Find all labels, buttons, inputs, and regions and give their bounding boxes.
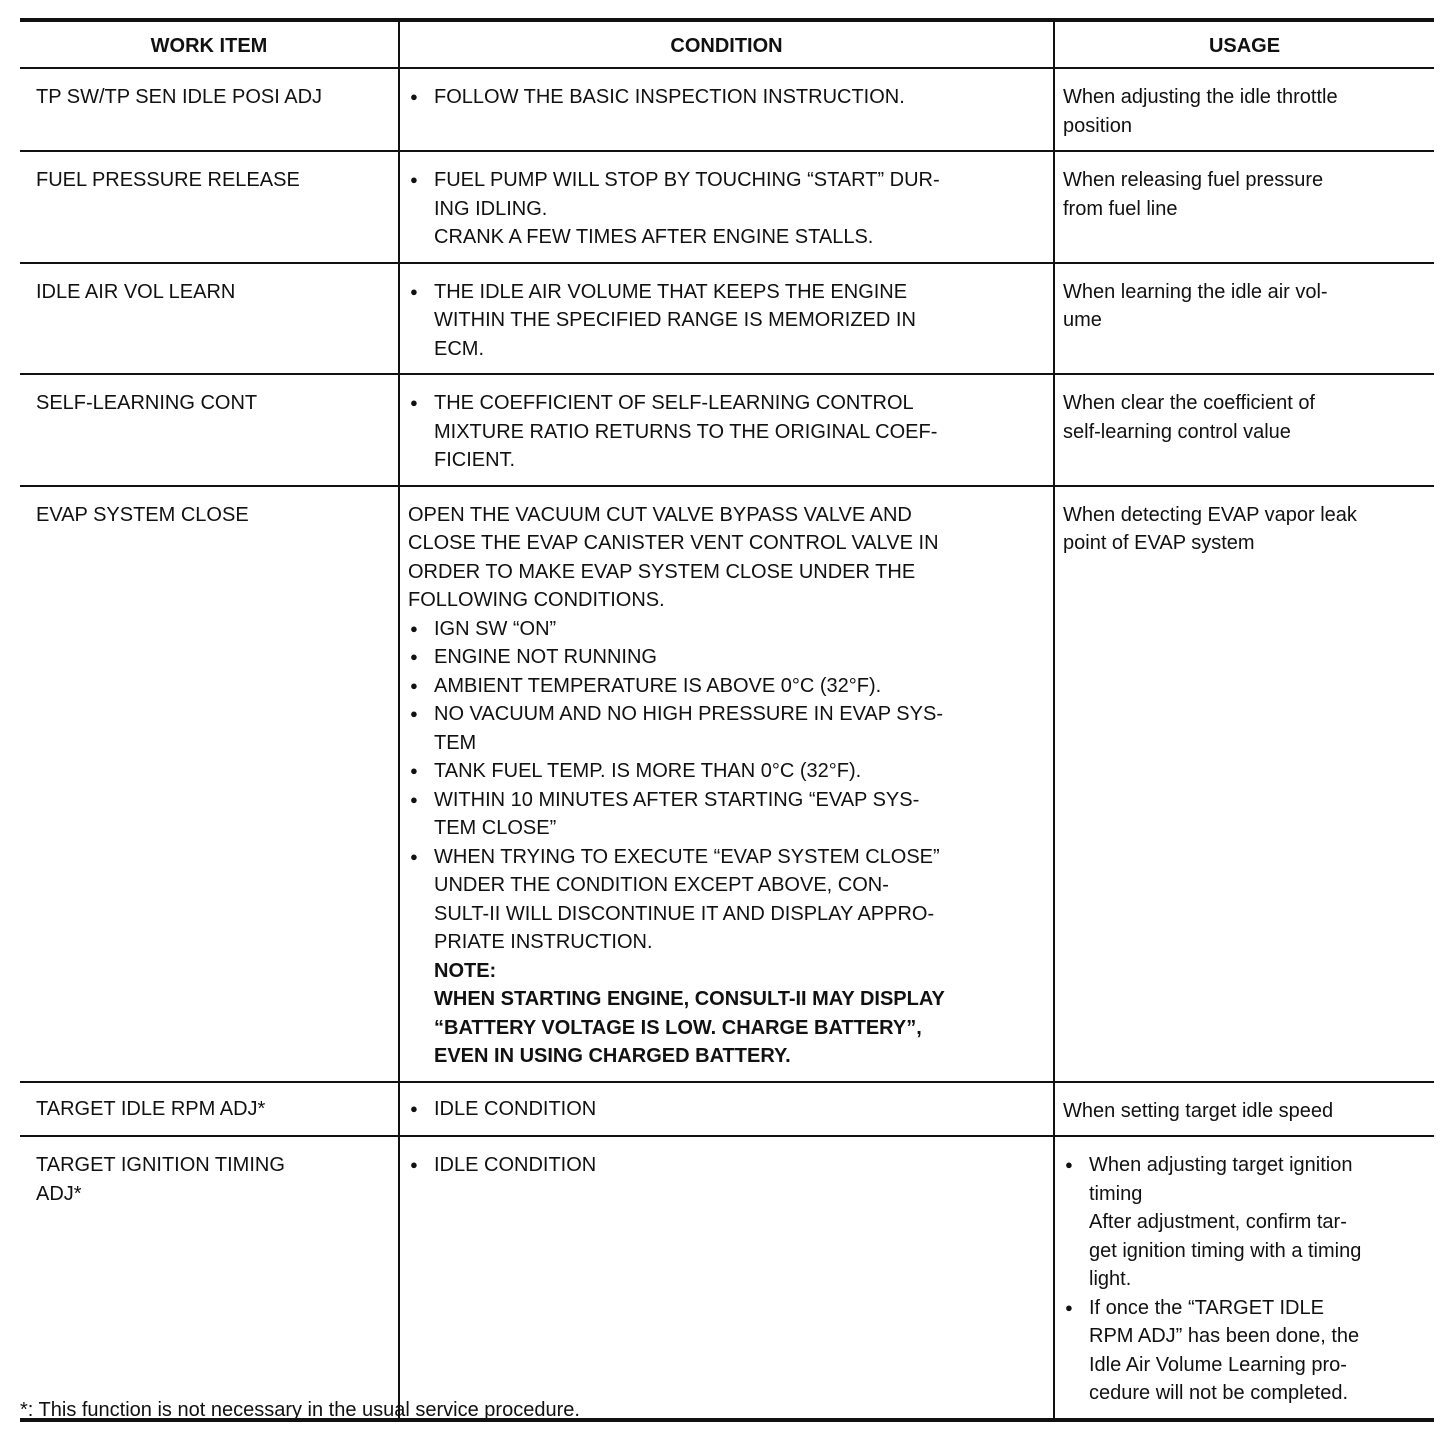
condition-cell bbox=[399, 1082, 1054, 1137]
condition-bullet bbox=[408, 757, 1045, 786]
condition-line: ● ENGINE NOT RUNNING bbox=[434, 646, 657, 668]
condition-line: ● TANK FUEL TEMP. IS MORE THAN 0°C (32°F). bbox=[434, 760, 862, 782]
table-row bbox=[20, 374, 1434, 486]
condition-cell bbox=[399, 151, 1054, 263]
usage-cell bbox=[1054, 374, 1434, 486]
work-item-cell: SELF-LEARNING CONT bbox=[20, 374, 399, 486]
table-row bbox=[20, 263, 1434, 375]
note-label: NOTE: bbox=[434, 959, 497, 982]
usage-line: RPM ADJ” has been done, the bbox=[1089, 1325, 1360, 1347]
work-item-cell bbox=[20, 1136, 399, 1420]
header-usage: USAGE bbox=[1054, 20, 1434, 68]
work-item-cell: IDLE AIR VOL LEARN bbox=[20, 263, 399, 375]
work-item-cell: TP SW/TP SEN IDLE POSI ADJ bbox=[20, 68, 399, 151]
note-line: “BATTERY VOLTAGE IS LOW. CHARGE BATTERY”, bbox=[434, 1016, 922, 1039]
condition-intro-line: ORDER TO MAKE EVAP SYSTEM CLOSE UNDER THE bbox=[408, 560, 916, 583]
condition-line: UNDER THE CONDITION EXCEPT ABOVE, CON- bbox=[434, 874, 889, 896]
usage-line: timing bbox=[1089, 1182, 1143, 1205]
condition-line: MIXTURE RATIO RETURNS TO THE ORIGINAL COEF- bbox=[434, 420, 938, 443]
usage-bullet bbox=[1063, 1294, 1426, 1408]
usage-line: ● If once the “TARGET IDLE bbox=[1089, 1296, 1324, 1319]
condition-bullet bbox=[408, 615, 1045, 644]
condition-line: ● THE IDLE AIR VOLUME THAT KEEPS THE ENGINE bbox=[434, 280, 908, 303]
usage-line: cedure will not be completed. bbox=[1089, 1382, 1349, 1404]
usage-line: self-learning control value bbox=[1063, 420, 1291, 443]
usage-cell bbox=[1054, 151, 1434, 263]
condition-intro-line: CLOSE THE EVAP CANISTER VENT CONTROL VALVE IN bbox=[408, 532, 939, 554]
condition-bullet bbox=[408, 166, 1045, 252]
condition-line: FICIENT. bbox=[434, 449, 516, 471]
condition-list bbox=[408, 389, 1045, 475]
table-row bbox=[20, 1082, 1434, 1137]
usage-cell bbox=[1054, 486, 1434, 1082]
usage-line: When learning the idle air vol- bbox=[1063, 280, 1328, 303]
usage-line: When adjusting the idle throttle bbox=[1063, 86, 1338, 108]
usage-line: After adjustment, confirm tar- bbox=[1089, 1211, 1347, 1233]
work-item-cell: FUEL PRESSURE RELEASE bbox=[20, 151, 399, 263]
condition-line: SULT-II WILL DISCONTINUE IT AND DISPLAY APPRO- bbox=[434, 902, 935, 925]
condition-intro-line: FOLLOWING CONDITIONS. bbox=[408, 589, 665, 611]
condition-bullet bbox=[408, 389, 1045, 475]
usage-line: get ignition timing with a timing bbox=[1089, 1239, 1362, 1262]
usage-cell bbox=[1054, 1136, 1434, 1420]
work-item-table bbox=[20, 18, 1434, 1422]
condition-bullet bbox=[408, 83, 1045, 112]
condition-cell bbox=[399, 68, 1054, 151]
condition-bullet bbox=[408, 786, 1045, 843]
condition-line: TEM CLOSE” bbox=[434, 817, 557, 839]
condition-cell bbox=[399, 374, 1054, 486]
condition-line: ● FOLLOW THE BASIC INSPECTION INSTRUCTION. bbox=[434, 86, 905, 108]
condition-bullet bbox=[408, 700, 1045, 757]
work-item-cell: EVAP SYSTEM CLOSE bbox=[20, 486, 399, 1082]
condition-list bbox=[408, 1151, 1045, 1180]
work-support-document bbox=[20, 18, 1434, 1422]
usage-bullet bbox=[1063, 1151, 1426, 1294]
condition-line: WITHIN THE SPECIFIED RANGE IS MEMORIZED IN bbox=[434, 309, 916, 331]
usage-line: When detecting EVAP vapor leak bbox=[1063, 503, 1357, 526]
condition-bullet bbox=[408, 278, 1045, 364]
usage-cell bbox=[1054, 68, 1434, 151]
note-line: EVEN IN USING CHARGED BATTERY. bbox=[434, 1045, 791, 1067]
condition-line: ● WHEN TRYING TO EXECUTE “EVAP SYSTEM CLOSE” bbox=[434, 845, 940, 868]
work-item-line: ADJ* bbox=[36, 1182, 82, 1205]
table-row bbox=[20, 486, 1434, 1082]
table-row bbox=[20, 151, 1434, 263]
condition-list bbox=[408, 278, 1045, 364]
condition-line: ● IDLE CONDITION bbox=[434, 1154, 597, 1176]
usage-cell bbox=[1054, 1082, 1434, 1137]
header-work-item: WORK ITEM bbox=[20, 20, 399, 68]
header-condition: CONDITION bbox=[399, 20, 1054, 68]
condition-line: ING IDLING. bbox=[434, 197, 548, 220]
footnote: *: This function is not necessary in the usual service procedure. bbox=[20, 1399, 580, 1421]
usage-list bbox=[1063, 1151, 1426, 1408]
condition-bullet bbox=[408, 672, 1045, 701]
usage-line: When releasing fuel pressure bbox=[1063, 169, 1324, 191]
condition-line: ● AMBIENT TEMPERATURE IS ABOVE 0°C (32°F). bbox=[434, 674, 882, 697]
condition-line: ● THE COEFFICIENT OF SELF-LEARNING CONTROL bbox=[434, 392, 914, 414]
work-item-cell: TARGET IDLE RPM ADJ* bbox=[20, 1082, 399, 1137]
table-row bbox=[20, 68, 1434, 151]
usage-line: When clear the coefficient of bbox=[1063, 392, 1315, 414]
condition-cell bbox=[399, 263, 1054, 375]
condition-line: PRIATE INSTRUCTION. bbox=[434, 931, 653, 953]
condition-line: CRANK A FEW TIMES AFTER ENGINE STALLS. bbox=[434, 226, 874, 248]
condition-line: ● NO VACUUM AND NO HIGH PRESSURE IN EVAP SYS- bbox=[434, 703, 943, 725]
condition-intro-line: OPEN THE VACUUM CUT VALVE BYPASS VALVE AND bbox=[408, 503, 912, 526]
condition-line: TEM bbox=[434, 731, 477, 754]
condition-line: ● IGN SW “ON” bbox=[434, 617, 557, 640]
condition-bullet bbox=[408, 1151, 1045, 1180]
usage-line: point of EVAP system bbox=[1063, 532, 1255, 554]
work-item-line: TARGET IGNITION TIMING bbox=[36, 1154, 285, 1176]
note-line: WHEN STARTING ENGINE, CONSULT-II MAY DISPLAY bbox=[434, 988, 945, 1010]
condition-list bbox=[408, 615, 1045, 1071]
condition-list bbox=[408, 1095, 1045, 1124]
usage-line: light. bbox=[1089, 1268, 1132, 1290]
usage-line: When setting target idle speed bbox=[1063, 1099, 1334, 1122]
condition-line: ● WITHIN 10 MINUTES AFTER STARTING “EVAP SYS- bbox=[434, 788, 920, 811]
table-header-row bbox=[20, 20, 1434, 68]
condition-cell bbox=[399, 1136, 1054, 1420]
condition-line: ● IDLE CONDITION bbox=[434, 1097, 597, 1120]
table-row bbox=[20, 1136, 1434, 1420]
condition-line: ECM. bbox=[434, 337, 484, 360]
usage-line: Idle Air Volume Learning pro- bbox=[1089, 1353, 1347, 1376]
condition-bullet bbox=[408, 1095, 1045, 1124]
usage-line: from fuel line bbox=[1063, 197, 1178, 220]
condition-line: ● FUEL PUMP WILL STOP BY TOUCHING “START” DUR- bbox=[434, 169, 940, 191]
usage-line: ume bbox=[1063, 309, 1102, 331]
condition-list bbox=[408, 83, 1045, 112]
usage-cell bbox=[1054, 263, 1434, 375]
condition-list bbox=[408, 166, 1045, 252]
usage-line: position bbox=[1063, 114, 1132, 137]
usage-line: ● When adjusting target ignition bbox=[1089, 1154, 1353, 1176]
condition-bullet bbox=[408, 643, 1045, 672]
condition-cell bbox=[399, 486, 1054, 1082]
condition-bullet bbox=[408, 843, 1045, 1071]
